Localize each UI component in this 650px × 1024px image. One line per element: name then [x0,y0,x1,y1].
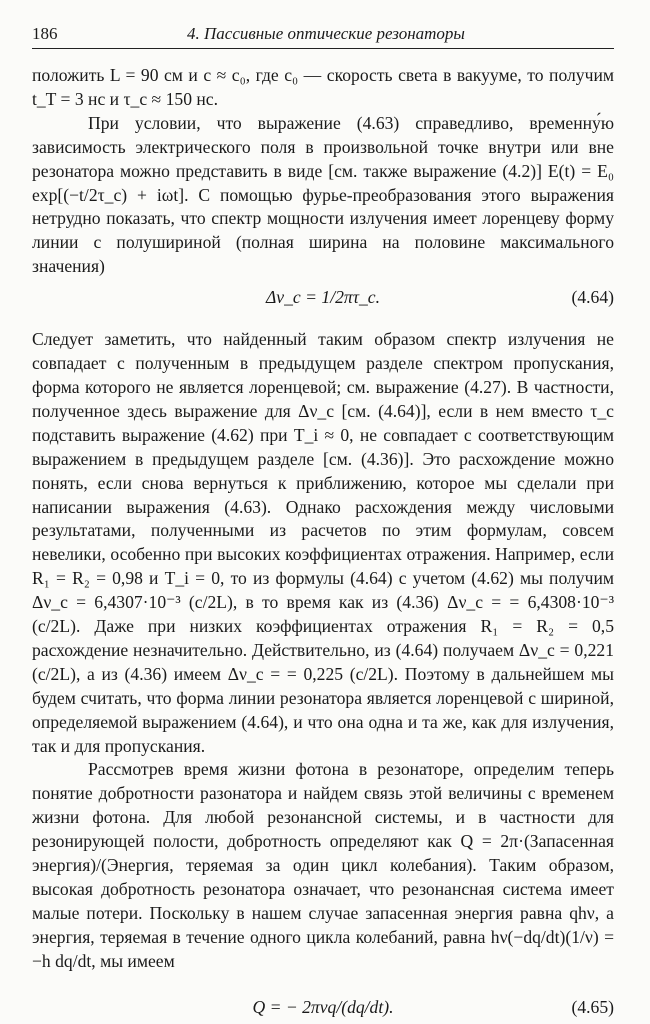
paragraph-4: Рассмотрев время жизни фотона в резонаторе, определим теперь понятие добротности разонатора и найдем связь этой величины с временем жизни фотона. Для любой резонансной системы, и в частности для резонирующей полости, добротность определяют как Q = 2π·(Запасенная энергия)/(Энергия, теряемая за один цикл колебания). Таким образом, высокая добротность резонатора означает, что резонансная система имеет малые потери. Поскольку в нашем случае запасенная энергия равна qhν, а энергия, теряемая в течение одного цикла колебаний, равна hν(−dq/dt)(1/ν) = −h dq/dt, мы имеем [32,759,614,971]
equation-4-64-expression: Δν_c = 1/2πτ_c. [265,287,380,308]
equation-4-65-expression: Q = − 2πνq/(dq/dt). [252,996,394,1017]
page-number: 186 [32,24,58,43]
paragraph-2: При условии, что выражение (4.63) справедливо, временну́ю зависимость электрического поля в произвольной точке внутри или вне резонатора можно представить в виде [см. также выражение (4.2)] E(t) = E₀ exp[(−t/2τ_c) + iωt]. С помощью фурье-преобразования этого выражения нетрудно показать, что спектр мощности излучения имеет лоренцеву форму линии с полушириной (полная ширина на половине максимального значения) [32,112,614,277]
paragraph-3: Следует заметить, что найденный таким образом спектр излучения не совпадает с полученным в предыдущем разделе спектром пропускания, форма которого не является лоренцевой; см. выражение (4.27). В частности, полученное здесь выражение для Δν_c [см. (4.64)], если в нем вместо τ_c подставить выражение (4.62) при T_i ≈ 0, не совпадает с соответствующим выражением в предыдущем разделе [см. (4.36)]. Это расхождение можно понять, если снова вернуться к приближению, которое мы сделали при написании выражения (4.63). Однако расхождения между числовыми результатами, полученными из расчетов по этим формулам, совсем невелики, особенно при высоких коэффициентах отражения. Например, если R₁ = R₂ = 0,98 и T_i = 0, то из формулы (4.64) с учетом (4.62) мы получим Δν_c = 6,4307·10⁻³ (c/2L), в то время как из (4.36) Δν_c = = 6,4308·10⁻³ (c/2L). Даже при низких коэффициентах отражения R₁ = R₂ = 0,5 расхождение незначительно. Действительно, из (4.64) получаем Δν_c = 0,221 (c/2L), а из (4.36) имеем Δν_c = = 0,225 (c/2L). Поэтому в дальнейшем мы будем считать, что форма линии резонатора является лоренцевой с шириной, определяемой выражением (4.64), и что она одна и та же, как для излучения, так и для пропускания. [32,329,614,756]
page-header [32,22,614,49]
paragraph-1: положить L = 90 см и c ≈ c₀, где c₀ — скорость света в вакууме, то получим t_T = 3 нс и τ_c ≈ 150 нс. [32,65,614,109]
equation-4-65-number: (4.65) [571,996,614,1017]
running-head: 4. Пассивные оптические резонаторы [187,24,465,43]
page-body [32,64,614,1024]
equation-4-64-number: (4.64) [571,287,614,308]
equation-4-64 [32,280,614,314]
equation-4-65 [32,990,614,1024]
